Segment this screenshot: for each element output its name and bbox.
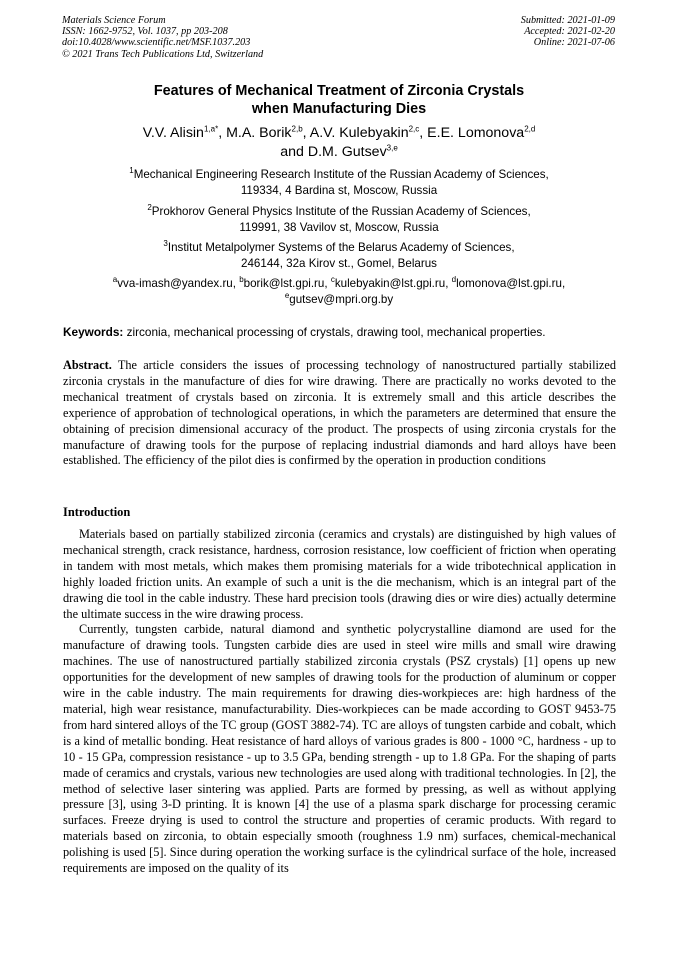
author-name: M.A. Borik xyxy=(226,125,292,141)
affiliation-mark: 2 xyxy=(147,203,152,213)
author-affiliation-mark: 2,d xyxy=(524,124,536,134)
author-name: V.V. Alisin xyxy=(142,125,204,141)
email-mark: c xyxy=(330,275,335,285)
issn-line: ISSN: 1662-9752, Vol. 1037, pp 203-208 xyxy=(62,26,228,38)
copyright-line: © 2021 Trans Tech Publications Ltd, Switzerland xyxy=(62,48,264,60)
affiliation-line xyxy=(60,167,618,183)
affiliation-mark: 1 xyxy=(129,166,134,176)
abstract-text: The article considers the issues of processing technology of nanostructured partially stabilized zirconia crystals in the manufacture of dies for wire drawing. There are practically no works devoted to the mechanical treatment of crystals based on zirconia. It is extremely small and this article describes the experience of approbation of technological operations, in which the parameters are determined that ensure the obtaining of precision dimensional accuracy of the product. The prospects of using zirconia crystals for the manufacture of drawing tools for the purpose of replacing industrial diamonds and hard alloys have been established. The efficiency of the pilot dies is confirmed by the operation in production conditions xyxy=(63,358,616,468)
email-line-1: $^a$vva-imash@yandex.ru, $^b$borik@lst.gpi.ru, $^c$kulebyakin@lst.gpi.ru, $^d$lomonova@lst.gpi.ru, xyxy=(112,275,566,290)
introduction-body xyxy=(63,527,616,877)
affiliation-line xyxy=(60,204,618,220)
paper-title xyxy=(60,82,618,118)
author-emails xyxy=(60,276,618,307)
affiliation-address: 119991, 38 Vavilov st, Moscow, Russia xyxy=(239,220,439,234)
affiliation-line xyxy=(60,240,618,256)
author-affiliation-mark: 2,b xyxy=(291,124,303,134)
email-link[interactable]: vva-imash@yandex.ru xyxy=(117,277,233,290)
email-link[interactable]: lomonova@lst.gpi.ru xyxy=(456,277,562,290)
affiliation-text: Mechanical Engineering Research Institute of the Russian Academy of Sciences, xyxy=(133,168,549,181)
email-link[interactable]: borik@lst.gpi.ru xyxy=(243,277,325,290)
affiliation-1 xyxy=(60,167,618,198)
affiliation-text: Prokhorov General Physics Institute of the Russian Academy of Sciences, xyxy=(151,205,531,218)
author-affiliation-mark: 3,e xyxy=(386,143,398,153)
affiliation-address: 119334, 4 Bardina st, Moscow, Russia xyxy=(240,183,438,197)
author-line-2 xyxy=(60,143,618,162)
author-separator: , xyxy=(218,125,227,141)
keywords-text: zirconia, mechanical processing of crystals, drawing tool, mechanical properties. xyxy=(123,325,546,339)
journal-name: Materials Science Forum xyxy=(62,15,166,26)
email-line-2 xyxy=(60,292,618,308)
abstract-label: Abstract. xyxy=(63,358,112,372)
email-mark: b xyxy=(239,275,244,285)
keywords-label: Keywords: xyxy=(63,325,124,339)
submitted-date: Submitted: 2021-01-09 xyxy=(520,15,615,26)
title-line-1: Features of Mechanical Treatment of Zirconia Crystals xyxy=(153,83,525,99)
online-date: Online: 2021-07-06 xyxy=(533,37,615,49)
keywords-section xyxy=(63,325,618,340)
author-name: A.V. Kulebyakin xyxy=(309,125,409,141)
introduction-paragraph-1: Materials based on partially stabilized zirconia (ceramics and crystals) are distinguished by high values of mechanical strength, crack resistance, hardness, corrosion resistance, low coefficient of friction when operating in tandem with most metals, which makes them promising materials for a wide tribotechnical application in highly loaded friction units. An example of such a unit is the die mechanism, which is an integral part of the drawing die tool in the cable industry. These hard precision tools (drawing dies or wire dies) actually determine the ultimate success in the wire drawing process. xyxy=(63,527,616,621)
email-mark: e xyxy=(284,290,290,300)
author-affiliation-mark: 2,c xyxy=(408,124,420,134)
author-separator: , xyxy=(302,125,310,141)
email-link[interactable]: kulebyakin@lst.gpi.ru xyxy=(334,277,446,290)
title-line-2: when Manufacturing Dies xyxy=(251,101,427,117)
publication-dates xyxy=(521,15,615,49)
email-mark: a xyxy=(112,275,118,285)
email-mark: d xyxy=(451,275,457,285)
journal-info xyxy=(62,15,263,60)
author-list xyxy=(60,124,618,162)
affiliation-address: 246144, 32a Kirov st., Gomel, Belarus xyxy=(241,256,437,270)
affiliation-2 xyxy=(60,204,618,235)
affiliation-text: Institut Metalpolymer Systems of the Belarus Academy of Sciences, xyxy=(167,241,515,254)
author-conjunction: and xyxy=(280,144,308,160)
email-link[interactable]: gutsev@mpri.org.by xyxy=(289,292,394,306)
abstract-section xyxy=(63,358,616,469)
author-separator: , xyxy=(419,125,428,141)
affiliation-mark: 3 xyxy=(163,239,168,249)
author-line-1 xyxy=(60,124,618,143)
author-affiliation-mark: 1,a* xyxy=(203,124,219,134)
author-name: E.E. Lomonova xyxy=(427,125,525,141)
affiliation-3 xyxy=(60,240,618,271)
accepted-date: Accepted: 2021-02-20 xyxy=(524,26,615,38)
author-name: D.M. Gutsev xyxy=(307,144,387,160)
introduction-paragraph-2: Currently, tungsten carbide, natural diamond and synthetic polycrystalline diamond are used for the manufacture of drawing tools. Tungsten carbide dies are used in steel wire mills and small wire drawing machines. The use of nanostructured partially stabilized zirconia crystals (PSZ crystals) [1] opens up new opportunities for the development of new samples of drawing tools for the production of aluminum or copper wire in the cable industry. The main requirements for drawing dies-workpieces are: high hardness of the material, high wear resistance, manufacturability. Dies-workpieces can be made according to GOST 9453-75 from hard sintered alloys of the TC group (GOST 3882-74). TC are alloys of tungsten carbide and cobalt, which is a kind of metallic bonding. Heat resistance of hard alloys of various grades is 800 - 1000 °C, hardness - up to 10 - 15 GPa, compression resistance - up to 3.5 GPa, bending strength - up to 1.8 GPa. For the shaping of parts made of ceramics and crystals, various new technologies are used along with traditional technologies. In [2], the method of selective laser sintering was applied. Parts are formed by pressing, as well as without applying pressure [3], using 3-D printing. It is known [4] the use of a plasma spark discharge for processing ceramic surfaces. Freeze drying is used to control the structure and properties of ceramic products. With regard to materials based on zirconia, to obtain especially smooth (roughness 1.9 nm) surfaces, chemical-mechanical polishing is used [5]. Since during operation the working surface is the cylindrical surface of the hole, increased requirements are imposed on the quality of its xyxy=(63,622,616,876)
introduction-heading: Introduction xyxy=(63,505,131,519)
doi-line[interactable]: doi:10.4028/www.scientific.net/MSF.1037.203 xyxy=(62,37,251,49)
